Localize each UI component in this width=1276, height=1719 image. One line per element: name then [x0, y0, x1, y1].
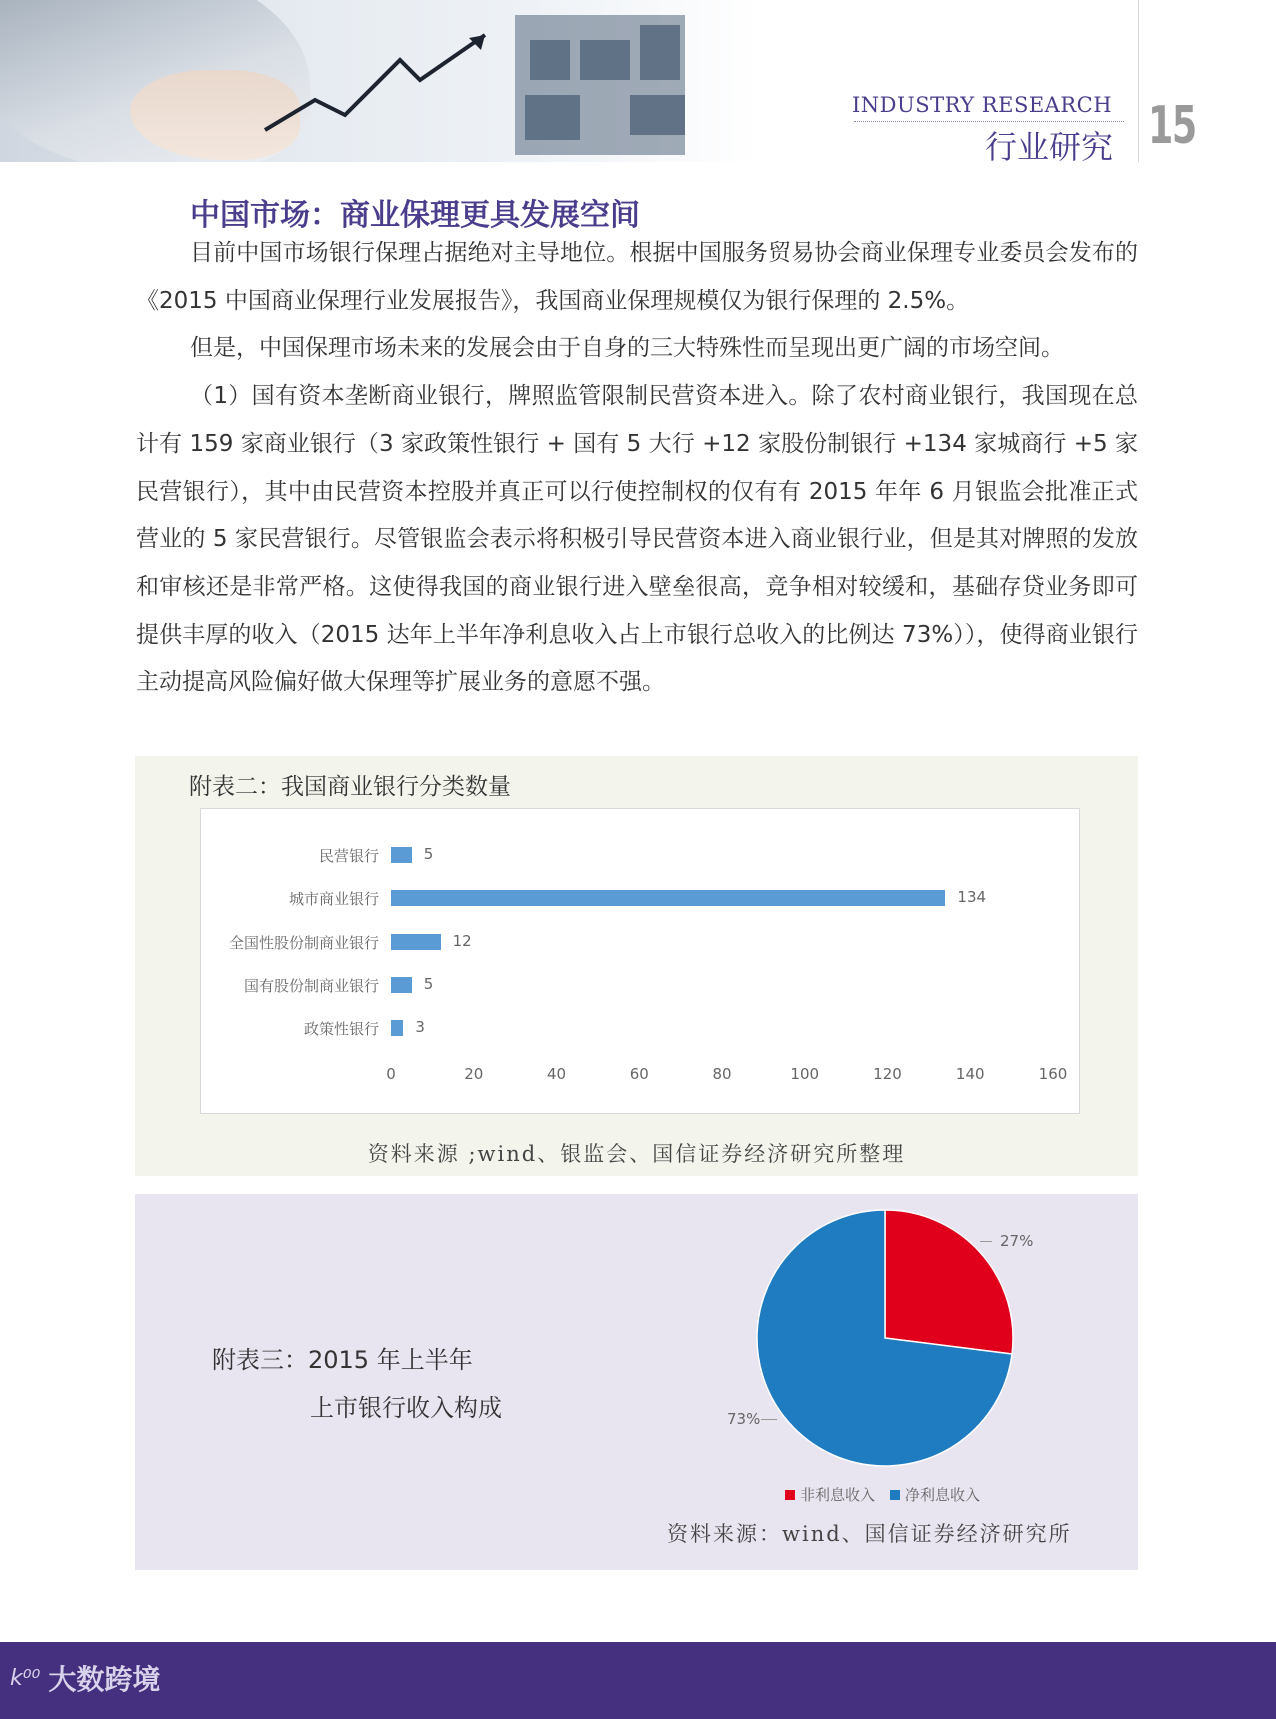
x-tick-label: 60 — [629, 1065, 649, 1083]
legend-swatch — [785, 1490, 795, 1500]
paragraph: 但是，中国保理市场未来的发展会由于自身的三大特殊性而呈现出更广阔的市场空间。 — [190, 335, 1064, 362]
bar — [391, 977, 412, 993]
header-banner-image — [0, 0, 760, 162]
dashboard-tile-graphic — [580, 40, 630, 80]
legend-swatch — [890, 1490, 900, 1500]
x-tick-label: 0 — [386, 1065, 396, 1083]
section-label-cn: 行业研究 — [985, 128, 1114, 166]
bar-category-label: 民营银行 — [318, 847, 379, 865]
pie-slice-label: 27% — [1000, 1232, 1034, 1250]
footer-bar — [0, 1642, 1276, 1719]
paragraph: （1）国有资本垄断商业银行，牌照监管限制民营资本进入。除了农村商业银行，我国现在总计有 159 家商业银行（3 家政策性银行 + 国有 5 大行 +12 家股份制银行 +134 家城商行 +5 家民营银行），其中由民营资本控股并真正可以行使控制权的仅有有 2015 年年 6 月银监会批准正式营业的 5 家民营银行。尽管银监会表示将积极引导民营资本进入商业银行业，但是其对牌照的发放和审核还是非常严格。这使得我国的商业银行进入壁垒很高，竞争相对较缓和，基础存贷业务即可提供丰厚的收入（2015 达年上半年净利息收入占上市银行总收入的比例达 73%）），使得商业银行主动提高风险偏好做大保理等扩展业务的意愿不强。 — [136, 383, 1138, 696]
brand-logo-text: 大数跨境 — [48, 1663, 161, 1696]
bank-count-bar-chart — [200, 808, 1080, 1114]
x-tick-label: 100 — [790, 1065, 820, 1083]
bar-category-label: 政策性银行 — [303, 1020, 379, 1039]
table2-title: 附表二：我国商业银行分类数量 — [189, 774, 511, 800]
bar-value-label: 3 — [415, 1018, 425, 1037]
brand-logo — [10, 1658, 160, 1698]
bar — [391, 847, 412, 863]
table2-source: 资料来源 ;wind、银监会、国信证券经济研究所整理 — [367, 1142, 906, 1166]
x-tick-label: 160 — [1038, 1065, 1068, 1083]
income-pie-chart — [755, 1208, 1015, 1468]
pie-slice-label: 73% — [727, 1410, 761, 1428]
bar — [391, 890, 945, 906]
table3-source: 资料来源：wind、国信证券经济研究所 — [667, 1522, 1072, 1546]
legend-item — [890, 1484, 980, 1505]
bar-value-label: 12 — [452, 931, 472, 950]
paragraph: 目前中国市场银行保理占据绝对主导地位。根据中国服务贸易协会商业保理专业委员会发布的《2015 中国商业保理行业发展报告》，我国商业保理规模仅为银行保理的 2.5%。 — [136, 240, 1138, 314]
table2-box — [135, 756, 1138, 1176]
dashboard-tile-graphic — [640, 25, 680, 80]
legend-item — [785, 1484, 875, 1505]
article-title: 中国市场：商业保理更具发展空间 — [190, 198, 640, 233]
dashboard-tile-graphic — [530, 40, 570, 80]
page-number: 15 — [1148, 96, 1196, 156]
bar-category-label: 国有股份制商业银行 — [243, 976, 379, 995]
bar-value-label: 5 — [423, 974, 434, 993]
x-tick-label: 140 — [955, 1065, 985, 1083]
rising-arrow-icon — [255, 20, 515, 140]
legend-label: 非利息收入 — [800, 1486, 876, 1504]
pie-leader-line — [761, 1419, 777, 1420]
bar-category-label: 全国性股份制商业银行 — [228, 933, 379, 952]
header-vertical-rule — [1138, 0, 1139, 162]
table3-box — [135, 1194, 1138, 1570]
bar — [391, 1020, 403, 1036]
table3-title-line1: 附表三：2015 年上半年 — [212, 1346, 473, 1374]
bar-category-label: 城市商业银行 — [288, 890, 379, 909]
brand-logo-mark: k⁰⁰ — [10, 1665, 41, 1691]
pie-slice — [885, 1210, 1013, 1354]
bar-value-label: 134 — [957, 888, 987, 907]
bar — [391, 934, 441, 950]
x-tick-label: 20 — [464, 1065, 484, 1083]
x-tick-label: 40 — [546, 1065, 567, 1083]
article-body — [136, 230, 1138, 707]
section-label-en: INDUSTRY RESEARCH — [852, 93, 1113, 117]
x-tick-label: 120 — [873, 1065, 902, 1083]
pie-leader-line — [980, 1241, 992, 1242]
bar-value-label: 5 — [423, 845, 434, 863]
legend-label: 净利息收入 — [905, 1486, 981, 1504]
x-tick-label: 80 — [712, 1065, 732, 1083]
dashboard-tile-graphic — [630, 95, 685, 135]
dashboard-tile-graphic — [525, 95, 580, 140]
table3-title-line2: 上市银行收入构成 — [310, 1394, 502, 1422]
